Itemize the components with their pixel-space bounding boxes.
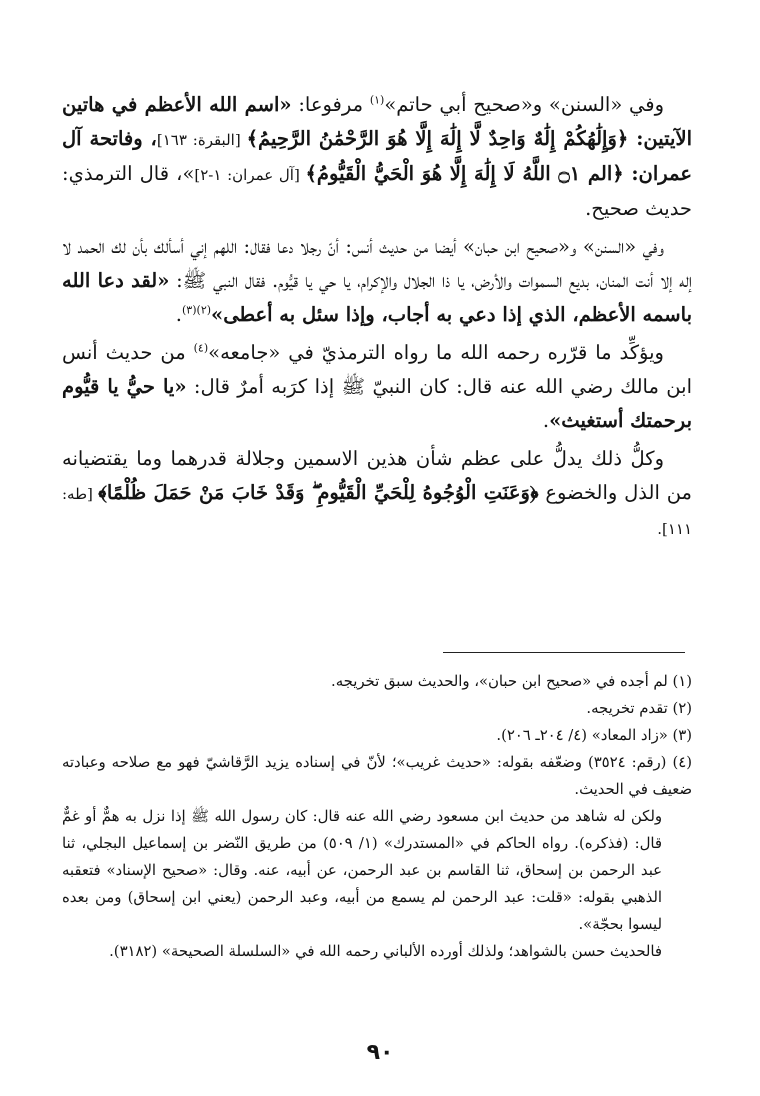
text: وفي «السنن» و«صحيح ابن حبان» أيضا من حديث أنس: أنّ رجلا دعا فقال: اللهم إني أسألك بأن لك الحمد لا إله إلا أنت المنان، بديع السموات والأرض، يا ذا الجلال والإكرام، يا حي يا قيُّوم. فقال النبي ﷺ: <box>62 235 692 292</box>
paragraph-4 <box>62 442 692 546</box>
footnote-ref: (٤) <box>193 341 209 355</box>
text: مرفوعا: <box>291 93 370 116</box>
paragraph-1 <box>62 88 692 226</box>
footnote-4-conclusion: فالحديث حسن بالشواهد؛ ولذلك أورده الألباني رحمه الله في «السلسلة الصحيحة» (٣١٨٢). <box>109 943 662 960</box>
footnote-ref: (٢)(٣) <box>182 303 212 317</box>
footnote-2: (٢) تقدم تخريجه. <box>586 700 692 717</box>
hadith-text: «يا حيُّ يا قيُّوم برحمتك أستغيث» <box>62 375 692 432</box>
page-number: ٩٠ <box>366 1040 394 1065</box>
text: من حديث أنس ابن مالك رضي الله عنه قال: كان النبيّ ﷺ إذا كرَبه أمرٌ قال: <box>62 341 692 398</box>
text: . <box>542 409 550 432</box>
hadith-text: «اسم الله الأعظم في هاتين الآيتين: <box>62 93 692 150</box>
quran-verse: ﴿الم ۝١ اللَّهُ لَا إِلَٰهَ إِلَّا هُوَ الْحَيُّ الْقَيُّومُ﴾ <box>305 162 624 185</box>
text: وفي «السنن» و«صحيح أبي حاتم» <box>384 93 664 116</box>
quran-verse: ﴿وَعَنَتِ الْوُجُوهُ لِلْحَيِّ الْقَيُّومِ ۖ وَقَدْ خَابَ مَنْ حَمَلَ ظُلْمًا﴾ <box>98 481 539 504</box>
verse-ref: [طه: ١١١]. <box>62 485 692 538</box>
paragraph-3 <box>62 336 692 438</box>
footnote-ref: (١) <box>369 93 385 107</box>
footnote-4: (٤) (رقم: ٣٥٢٤) وضعّفه بقوله: «حديث غريب»؛ لأنّ في إسناده يزيد الرَّقاشيّ فهو مع صلاحه وعبادته ضعيف في الحديث. <box>62 754 692 798</box>
text: وكلُّ ذلك يدلُّ على عظم شأن هذين الاسمين وجلالة قدرهما وما يقتضيانه من الذل والخضوع <box>62 447 693 504</box>
text: »، قال الترمذي: حديث صحيح. <box>62 162 692 220</box>
text: . <box>175 303 182 326</box>
verse-ref: [آل عمران: ١-٢] <box>194 166 306 184</box>
main-text <box>62 88 692 550</box>
footnote-4-continued: ولكن له شاهد من حديث ابن مسعود رضي الله عنه قال: كان رسول الله ﷺ إذا نزل به همٌّ أو غمٌّ قال: (فذكره). رواه الحاكم في «المستدرك» (١/ ٥٠٩) من طريق النّضر بن إسماعيل البجلي، ثنا عبد الرحمن بن إسحاق، ثنا القاسم بن عبد الرحمن، عن أبيه، عنه. وقال: «صحيح الإسناد» فتعقبه الذهبي بقوله: «قلت: عبد الرحمن لم يسمع من أبيه، وعبد الرحمن (يعني ابن إسحاق) ومن بعده ليسوا بحجّة». <box>62 808 662 933</box>
text: ويؤكِّد ما قرّره رحمه الله ما رواه الترمذيّ في «جامعه» <box>208 341 664 364</box>
quran-verse: ﴿وَإِلَٰهُكُمْ إِلَٰهٌ وَاحِدٌ لَّا إِلَٰهَ إِلَّا هُوَ الرَّحْمَٰنُ الرَّحِيمُ﴾ <box>246 127 629 150</box>
footnote-1: (١) لم أجده في «صحيح ابن حبان»، والحديث سبق تخريجه. <box>331 673 692 690</box>
verse-ref: [البقرة: ١٦٣] <box>156 131 247 149</box>
hadith-text: «لقد دعا الله باسمه الأعظم، الذي إذا دعي به أجاب، وإذا سئل به أعطى» <box>62 269 692 326</box>
hadith-text: ، وفاتحة آل عمران: <box>62 127 692 185</box>
footnote-divider <box>443 652 685 653</box>
footnote-3: (٣) «زاد المعاد» (٤/ ٢٠٤ـ ٢٠٦). <box>496 727 692 744</box>
paragraph-2 <box>62 230 692 332</box>
footnotes <box>62 668 692 965</box>
